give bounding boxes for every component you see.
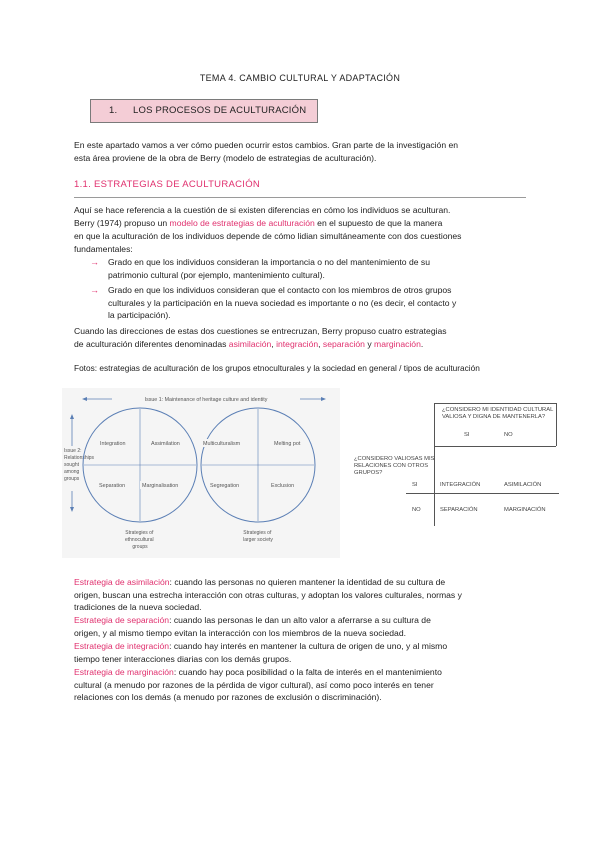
bullet-line: patrimonio cultural (por ejemplo, mantenimiento cultural). [108, 269, 325, 280]
definition-text: tradiciones de la nueva sociedad. [74, 602, 202, 612]
issue1-label: Issue 1: Maintenance of heritage culture and identity [144, 397, 268, 403]
bullet-line: la participación). [108, 310, 171, 320]
strategy-marginacion: marginación [374, 339, 421, 349]
definition-term: Estrategia de integración [74, 641, 170, 651]
definition-term: Estrategia de separación [74, 615, 170, 625]
cell-marginacion: MARGINACIÓN [504, 507, 546, 513]
section-heading-box [90, 99, 318, 123]
body-text: Berry (1974) propuso un [74, 218, 170, 228]
subsection-heading: 1.1. ESTRATEGIAS DE ACULTURACIÓN [74, 179, 261, 190]
intro-line-1: En este apartado vamos a ver cómo pueden ocurrir estos cambios. Gran parte de la investigación en [74, 140, 459, 150]
acculturation-table [354, 400, 559, 530]
strategy-integracion: integración [276, 339, 319, 349]
definition-text: cultural (a menudo por razones de la pérdida de vigor cultural), así como poco interés en tener [74, 679, 434, 690]
definition-text: : cuando hay poca posibilidad o la falta de interés en el mantenimiento [173, 667, 442, 677]
table-header-line: VALIOSA Y DIGNA DE MANTENERLA? [442, 414, 546, 420]
body2-line-2 [74, 338, 534, 351]
photo-caption: Fotos: estrategias de aculturación de los grupos etnoculturales y la sociedad en general / tipos de aculturación [74, 363, 480, 373]
cell-separacion: SEPARACIÓN [440, 507, 478, 513]
table-header [442, 407, 553, 421]
arrow-right-icon: → [90, 257, 99, 267]
body-text: de aculturación diferentes denominadas [74, 339, 229, 349]
separator: , [271, 339, 277, 349]
table-question-line: GRUPOS? [354, 470, 383, 476]
body2-line-1: Cuando las direcciones de estas dos cuestiones se entrecruzan, Berry propuso cuatro estrategias [74, 326, 447, 336]
definition-marginacion [74, 666, 534, 704]
subsection-divider [74, 197, 526, 198]
body-line-1: Aquí se hace referencia a la cuestión de si existen diferencias en cómo los individuos se aculturan. [74, 205, 451, 215]
definition-text: relaciones con los demás (a menudo por razones de exclusión o discriminación). [74, 692, 382, 702]
body-line-3: en que la aculturación de los individuos depende de cómo lidian simultáneamente con dos cuestiones [74, 231, 462, 241]
definition-text: : cuando las personas no quieren mantener la identidad de su cultura de [169, 577, 446, 587]
definition-text: : cuando hay interés en mantener la cultura de origen de uno, y al mismo [169, 641, 448, 651]
definition-text: tiempo tener interacciones diarias con los demás grupos. [74, 653, 292, 664]
body-line-2 [74, 217, 534, 230]
quadrant-exclusion: Exclusion [271, 483, 295, 489]
separator: , [318, 339, 323, 349]
table-header-line: ¿CONSIDERO MI IDENTIDAD CULTURAL [442, 407, 554, 413]
bullet-text [108, 256, 524, 281]
table-question-line: ¿CONSIDERO VALIOSAS MIS [354, 456, 435, 462]
berry-model-figure [62, 388, 340, 558]
definition-term: Estrategia de asimilación [74, 577, 170, 587]
quadrant-multiculturalism: Multiculturalism [203, 441, 241, 447]
quadrant-segregation: Segregation [210, 483, 240, 489]
body-text: en el supuesto de que la manera [314, 218, 443, 228]
quadrant-marginalisation: Marginalisation [142, 483, 179, 489]
quadrant-integration: Integration [100, 441, 126, 447]
definition-text: origen, y al mismo tiempo evitan la interacción con los miembros de la nueva sociedad. [74, 627, 406, 638]
cell-asimilacion: ASIMILACIÓN [504, 482, 542, 488]
definition-term: Estrategia de marginación [74, 667, 174, 677]
berry-diagram [62, 388, 340, 558]
separator: . [420, 339, 424, 349]
quadrant-assimilation: Assimilation [151, 441, 180, 447]
arrow-right-icon: → [90, 285, 99, 295]
bullet-text [108, 284, 524, 322]
right-circle-caption: Strategies of larger society [243, 530, 273, 543]
strategy-asimilacion: asimilación [228, 339, 272, 349]
table-question-line: RELACIONES CON OTROS [354, 463, 429, 469]
bullet-line: Grado en que los individuos consideran la importancia o no del mantenimiento de su [108, 257, 430, 267]
body-line-4: fundamentales: [74, 244, 133, 254]
definition-asimilacion [74, 576, 534, 614]
table-question [354, 456, 434, 477]
strategy-separacion: separación [322, 339, 365, 349]
section-number: 1. [109, 105, 118, 116]
definition-integracion [74, 640, 534, 665]
bullet-line: culturales y la participación en la nueva sociedad es importante o no (es decir, el contacto y [108, 297, 457, 308]
col-no: NO [504, 432, 513, 438]
left-circle-caption: Strategies of ethnocultural groups [124, 530, 154, 550]
section-label: LOS PROCESOS DE ACULTURACIÓN [133, 105, 307, 116]
bullet-line: Grado en que los individuos consideran que el contacto con los miembros de otros grupos [108, 285, 452, 295]
quadrant-melting-pot: Melting pot [274, 441, 301, 447]
definition-text: : cuando las personas le dan un alto valor a aferrarse a su cultura de [169, 615, 431, 625]
definition-text: origen, buscan una estrecha interacción con otras culturas, y adoptan los valores culturales, normas y [74, 589, 462, 600]
col-si: SI [464, 432, 470, 438]
separator: y [364, 339, 375, 349]
intro-line-2: esta área proviene de la obra de Berry (modelo de estrategias de aculturación). [74, 153, 377, 163]
cell-integracion: INTEGRACIÓN [440, 482, 481, 488]
document-title: TEMA 4. CAMBIO CULTURAL Y ADAPTACIÓN [199, 73, 401, 83]
model-highlight: modelo de estrategias de aculturación [169, 218, 315, 228]
row-no: NO [412, 507, 421, 513]
row-si: SI [412, 482, 418, 488]
quadrant-separation: Separation [99, 483, 126, 489]
definition-separacion [74, 614, 534, 639]
issue2-label: Issue 2: Relationships sought among groups [64, 448, 95, 482]
